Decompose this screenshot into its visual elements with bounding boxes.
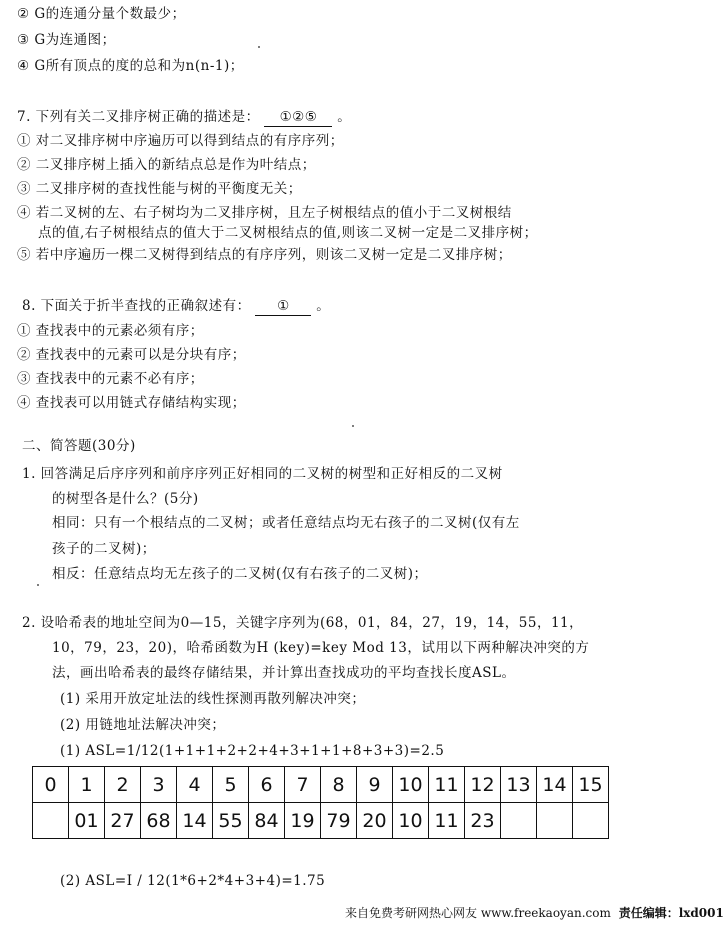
option-line: ② 查找表中的元素可以是分块有序； xyxy=(17,347,246,363)
asl-result-1: (1) ASL=1/12(1+1+1+2+2+4+3+1+1+8+3+3)=2.5 xyxy=(60,743,445,759)
option-line: ⑤ 若中序遍历一棵二叉树得到结点的有序序列，则该二叉树一定是二叉排序树； xyxy=(17,247,512,263)
question-2-line: 10，79，23，20)，哈希函数为H (key)=key Mod 13，试用以下两种解决冲突的方 xyxy=(52,640,590,656)
hash-value-cell: 23 xyxy=(465,803,501,839)
answer-line: 孩子的二叉树)； xyxy=(52,541,156,557)
hash-table-value-row xyxy=(33,803,609,839)
scan-speck xyxy=(37,584,39,586)
hash-value-cell: 68 xyxy=(141,803,177,839)
scan-speck xyxy=(352,425,354,427)
subquestion-line: (2) 用链地址法解决冲突； xyxy=(60,717,226,733)
question-1-line: 的树型各是什么？(5分) xyxy=(52,491,199,507)
question-text: 7. 下列有关二叉排序树正确的描述是： xyxy=(17,109,260,125)
hash-value-cell: 14 xyxy=(177,803,213,839)
hash-table-index-row xyxy=(33,767,609,803)
option-line: ③ G为连通图； xyxy=(17,32,116,48)
answer-blank: ①②⑤ xyxy=(264,108,332,127)
option-line: ① 对二叉排序树中序遍历可以得到结点的有序序列； xyxy=(17,133,344,149)
option-line-continued: 点的值,右子树根结点的值大于二叉树根结点的值,则该二叉树一定是二叉排序树； xyxy=(38,225,538,241)
question-1-line: 1. 回答满足后序序列和前序序列正好相同的二叉树的树型和正好相反的二叉树 xyxy=(22,466,503,482)
hash-index-cell: 4 xyxy=(177,767,213,803)
question-7 xyxy=(17,108,351,127)
option-line: ④ 若二叉树的左、右子树均为二叉排序树，且左子树根结点的值小于二叉树根结 xyxy=(17,205,512,221)
hash-index-cell: 5 xyxy=(213,767,249,803)
hash-index-cell: 9 xyxy=(357,767,393,803)
hash-index-cell: 0 xyxy=(33,767,69,803)
hash-index-cell: 14 xyxy=(537,767,573,803)
hash-table xyxy=(32,766,609,839)
hash-value-cell: 20 xyxy=(357,803,393,839)
option-line: ① 查找表中的元素必须有序； xyxy=(17,323,204,339)
hash-value-cell xyxy=(537,803,573,839)
answer-line: 相同：只有一个根结点的二叉树；或者任意结点均无右孩子的二叉树(仅有左 xyxy=(52,515,520,531)
subquestion-line: (1) 采用开放定址法的线性探测再散列解决冲突； xyxy=(60,691,366,707)
hash-index-cell: 3 xyxy=(141,767,177,803)
option-line: ④ G所有顶点的度的总和为n(n-1)； xyxy=(17,58,244,74)
hash-index-cell: 13 xyxy=(501,767,537,803)
section-heading: 二、简答题(30分) xyxy=(22,438,136,454)
question-8 xyxy=(22,297,330,316)
hash-index-cell: 1 xyxy=(69,767,105,803)
hash-value-cell: 10 xyxy=(393,803,429,839)
question-2-line: 2. 设哈希表的地址空间为0—15，关键字序列为(68，01，84，27，19，14，55，11， xyxy=(22,615,584,631)
hash-index-cell: 6 xyxy=(249,767,285,803)
footer-editor: 责任编辑：lxd001 xyxy=(618,906,724,920)
hash-value-cell: 79 xyxy=(321,803,357,839)
hash-index-cell: 8 xyxy=(321,767,357,803)
hash-value-cell: 19 xyxy=(285,803,321,839)
option-line: ② G的连通分量个数最少； xyxy=(17,6,186,22)
answer-line: 相反：任意结点均无左孩子的二叉树(仅有右孩子的二叉树)； xyxy=(52,566,428,582)
option-line: ② 二叉排序树上插入的新结点总是作为叶结点； xyxy=(17,157,316,173)
asl-result-2: (2) ASL=I / 12(1*6+2*4+3+4)=1.75 xyxy=(60,873,326,889)
footer-source: 来自免费考研网热心网友 www.freekaoyan.com xyxy=(345,906,611,920)
answer-blank: ① xyxy=(255,297,311,316)
hash-value-cell: 27 xyxy=(105,803,141,839)
option-line: ④ 查找表可以用链式存储结构实现； xyxy=(17,395,246,411)
scan-speck xyxy=(258,46,260,48)
question-suffix: 。 xyxy=(337,109,352,125)
hash-value-cell: 11 xyxy=(429,803,465,839)
option-line: ③ 二叉排序树的查找性能与树的平衡度无关； xyxy=(17,181,302,197)
hash-value-cell xyxy=(501,803,537,839)
hash-value-cell: 84 xyxy=(249,803,285,839)
hash-value-cell xyxy=(573,803,609,839)
option-line: ③ 查找表中的元素不必有序； xyxy=(17,371,204,387)
page-footer xyxy=(345,904,724,921)
hash-index-cell: 2 xyxy=(105,767,141,803)
hash-index-cell: 7 xyxy=(285,767,321,803)
question-suffix: 。 xyxy=(316,298,331,314)
question-text: 8. 下面关于折半查找的正确叙述有： xyxy=(22,298,251,314)
hash-value-cell xyxy=(33,803,69,839)
hash-index-cell: 10 xyxy=(393,767,429,803)
hash-value-cell: 55 xyxy=(213,803,249,839)
hash-value-cell: 01 xyxy=(69,803,105,839)
question-2-line: 法，画出哈希表的最终存储结果，并计算出查找成功的平均查找长度ASL。 xyxy=(52,665,516,681)
hash-index-cell: 12 xyxy=(465,767,501,803)
hash-index-cell: 15 xyxy=(573,767,609,803)
hash-index-cell: 11 xyxy=(429,767,465,803)
